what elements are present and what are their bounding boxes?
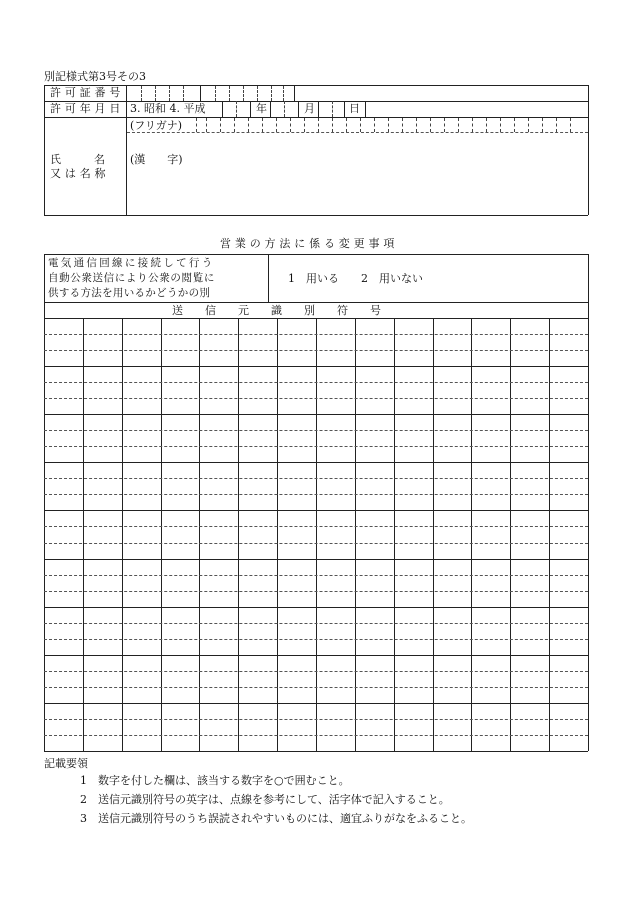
grid-guide-line bbox=[44, 334, 588, 335]
grid-guide-line bbox=[44, 623, 588, 624]
name-label-line2: 又は名称 bbox=[50, 167, 110, 180]
form-title: 別記様式第3号その3 bbox=[44, 70, 146, 83]
telecom-question-line1: 電気通信回線に接続して行う bbox=[48, 257, 215, 269]
furigana-label: (フリガナ) bbox=[130, 119, 183, 132]
furigana-field[interactable] bbox=[196, 118, 572, 132]
grid-row-line bbox=[44, 510, 588, 511]
notes-heading: 記載要領 bbox=[44, 757, 88, 770]
grid-guide-line bbox=[44, 398, 588, 399]
grid-guide-line bbox=[44, 575, 588, 576]
note-item-1: 1 数字を付した欄は、該当する数字を○で囲むこと。 bbox=[80, 774, 350, 787]
grid-row-line bbox=[44, 607, 588, 608]
grid-guide-line bbox=[44, 430, 588, 431]
note-item-3: 3 送信元識別符号のうち誤読されやすいものには、適宜ふりがなをふること。 bbox=[80, 812, 472, 825]
grid-guide-line bbox=[44, 671, 588, 672]
grid-row-line bbox=[44, 462, 588, 463]
telecom-options[interactable]: 1 用いる 2 用いない bbox=[288, 272, 423, 285]
license-number-field[interactable] bbox=[127, 86, 294, 101]
grid-guide-line bbox=[44, 382, 588, 383]
name-kanji-field[interactable] bbox=[200, 134, 586, 214]
note-item-2: 2 送信元識別符号の英字は、点線を参考にして、活字体で記入すること。 bbox=[80, 793, 450, 806]
grid-guide-line bbox=[44, 687, 588, 688]
grid-guide-line bbox=[44, 735, 588, 736]
telecom-question-line2: 自動公衆送信により公衆の閲覧に bbox=[48, 272, 215, 284]
grid-guide-line bbox=[44, 446, 588, 447]
day-unit: 日 bbox=[349, 102, 360, 115]
grid-guide-line bbox=[44, 639, 588, 640]
grid-row-line bbox=[44, 414, 588, 415]
license-date-label: 許可年月日 bbox=[50, 102, 125, 115]
era-options[interactable]: 3. 昭和 4. 平成 bbox=[130, 102, 206, 115]
license-number-label: 許可証番号 bbox=[50, 86, 125, 99]
grid-guide-line bbox=[44, 478, 588, 479]
grid-guide-line bbox=[44, 494, 588, 495]
month-unit: 月 bbox=[304, 102, 315, 115]
grid-row-line bbox=[44, 655, 588, 656]
grid-guide-line bbox=[44, 591, 588, 592]
name-label-line1: 氏 名 bbox=[50, 153, 105, 166]
grid-row-line bbox=[44, 703, 588, 704]
section-title: 営業の方法に係る変更事項 bbox=[220, 237, 399, 250]
year-unit: 年 bbox=[256, 102, 267, 115]
sender-id-header: 送 信 元 識 別 符 号 bbox=[172, 304, 381, 317]
kanji-label: (漢 字) bbox=[130, 153, 183, 166]
telecom-question-line3: 供する方法を用いるかどうかの別 bbox=[48, 287, 211, 299]
grid-guide-line bbox=[44, 543, 588, 544]
grid-guide-line bbox=[44, 719, 588, 720]
grid-row-line bbox=[44, 559, 588, 560]
grid-guide-line bbox=[44, 526, 588, 527]
grid-row-line bbox=[44, 366, 588, 367]
grid-guide-line bbox=[44, 350, 588, 351]
